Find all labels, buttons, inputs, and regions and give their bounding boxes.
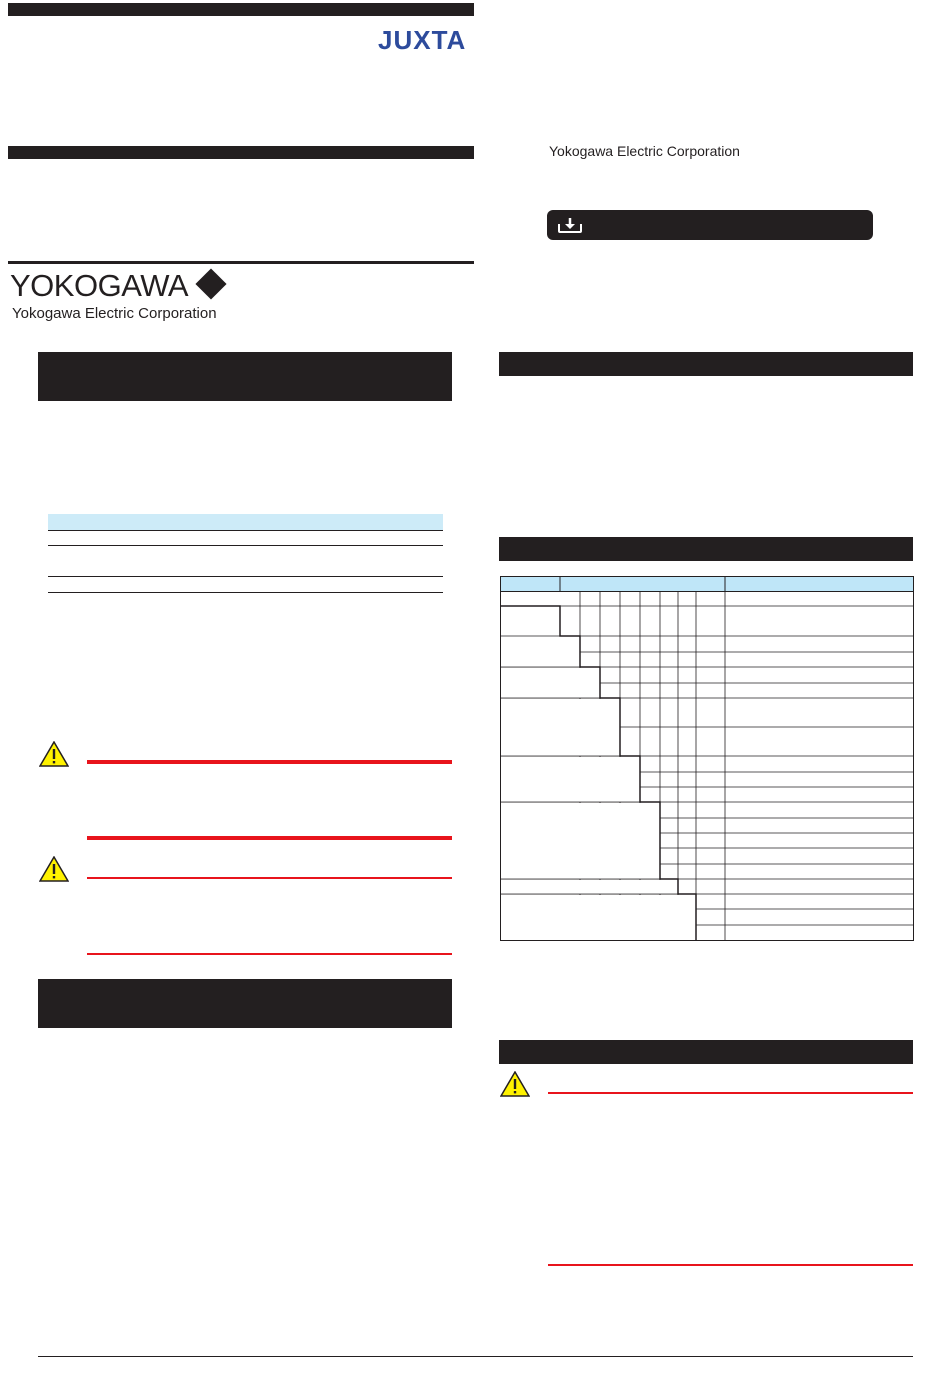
warning-icon <box>39 741 69 767</box>
spec-table-rule <box>48 592 443 593</box>
right-company-name: Yokogawa Electric Corporation <box>549 143 740 159</box>
download-icon[interactable] <box>556 216 584 234</box>
spec-table-rule <box>48 576 443 577</box>
caution-rule-top-right <box>548 1092 913 1094</box>
top-header-bar <box>8 3 474 16</box>
company-name: Yokogawa Electric Corporation <box>12 305 217 322</box>
download-bar[interactable] <box>547 210 873 240</box>
left-heading-block-2 <box>38 979 452 1028</box>
model-code-table <box>500 576 914 942</box>
danger-rule-bottom <box>87 836 452 840</box>
caution-rule-bottom-right <box>548 1264 913 1266</box>
caution-rule-bottom <box>87 953 452 955</box>
spec-table-rule <box>48 545 443 546</box>
juxta-brand-logo: JUXTA <box>378 25 467 55</box>
section-bar-top <box>8 146 474 159</box>
right-heading-bar-2 <box>499 537 913 561</box>
warning-icon <box>39 856 69 882</box>
right-heading-bar-3 <box>499 1040 913 1064</box>
left-heading-block-1 <box>38 352 452 401</box>
divider-rule <box>8 261 474 264</box>
spec-table-header <box>48 514 443 531</box>
yokogawa-diamond-icon <box>195 268 226 299</box>
caution-rule-top <box>87 877 452 879</box>
yokogawa-logo: YOKOGAWA <box>10 268 189 303</box>
footer-rule <box>38 1356 913 1357</box>
right-heading-bar-1 <box>499 352 913 376</box>
danger-rule-top <box>87 760 452 764</box>
warning-icon <box>500 1071 530 1097</box>
